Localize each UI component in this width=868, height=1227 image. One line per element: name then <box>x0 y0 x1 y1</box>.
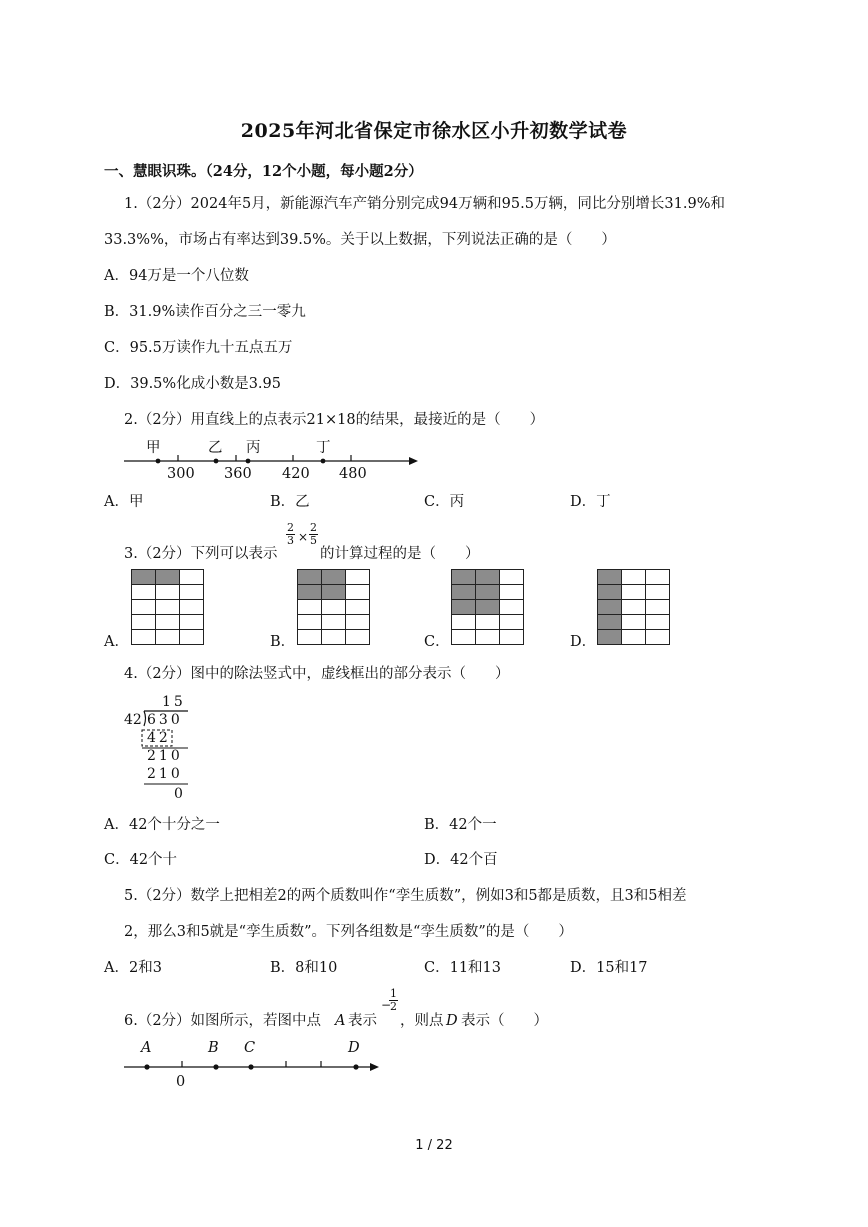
point-bing <box>246 459 251 464</box>
q1-option-d: D．39.5%化成小数是3.95 <box>104 376 281 392</box>
q3-stem-end: 的计算过程的是（ ） <box>320 546 480 562</box>
q4-option-a: A．42个十分之一 <box>104 817 220 833</box>
q2-label-yi: 乙 <box>208 440 223 456</box>
q4-option-b: B．42个一 <box>424 817 497 833</box>
q3-option-d: D． <box>570 634 597 650</box>
division-dividend: 630 <box>147 712 183 728</box>
q6-label-d: D <box>348 1040 360 1056</box>
q1-stem-line2: 33.3%%，市场占有率达到39.5%。关于以上数据，下列说法正确的是（ ） <box>104 232 616 248</box>
point-yi <box>214 459 219 464</box>
q3-fraction-2 <box>309 522 318 547</box>
fraction-denominator: 5 <box>310 534 317 547</box>
point-ding <box>321 459 326 464</box>
q2-tick-480: 480 <box>339 466 367 482</box>
q5-option-a: A．2和3 <box>104 960 162 976</box>
dashed-box <box>142 730 172 746</box>
q1-stem-line1: 1.（2分）2024年5月，新能源汽车产销分别完成94万辆和95.5万辆，同比分别增长31.9%和 <box>124 196 725 212</box>
q1-option-a: A．94万是一个八位数 <box>104 268 249 284</box>
division-step2: 210 <box>147 766 183 782</box>
fraction-denominator: 3 <box>287 534 294 547</box>
q6-stem-mid: 表示 <box>348 1013 377 1029</box>
q2-stem: 2.（2分）用直线上的点表示21×18的结果，最接近的是（ ） <box>124 412 545 428</box>
q3-grid-a <box>131 569 204 645</box>
q2-label-bing: 丙 <box>246 440 261 456</box>
q3-option-a: A． <box>104 634 129 650</box>
q3-fraction-1 <box>286 522 295 547</box>
q4-option-c: C．42个十 <box>104 852 178 868</box>
q5-stem-line2: 2，那么3和5就是“孪生质数”。下列各组数是“孪生质数”的是（ ） <box>124 924 573 940</box>
q2-option-d: D．丁 <box>570 494 611 510</box>
fraction-numerator: 2 <box>310 521 317 534</box>
q3-grid-c <box>451 569 524 645</box>
division-divisor: 42 <box>124 712 142 728</box>
q6-stem-end: 表示（ ） <box>461 1013 548 1029</box>
q1-option-b: B．31.9%读作百分之三一零九 <box>104 304 306 320</box>
q6-zero-label: 0 <box>176 1074 186 1090</box>
q2-label-ding: 丁 <box>316 440 331 456</box>
fraction-numerator: 1 <box>390 987 397 1000</box>
point-a <box>144 1064 149 1069</box>
q6-point-a: A <box>335 1013 346 1029</box>
division-quotient: 15 <box>162 694 186 710</box>
point-d <box>353 1064 358 1069</box>
q1-option-c: C．95.5万读作九十五点五万 <box>104 340 293 356</box>
point-jia <box>156 459 161 464</box>
point-b <box>213 1064 218 1069</box>
minus-sign: − <box>381 998 392 1012</box>
times-sign: × <box>298 530 309 544</box>
q2-option-c: C．丙 <box>424 494 465 510</box>
q6-number-line <box>118 1055 388 1079</box>
q3-option-c: C． <box>424 634 450 650</box>
q6-fraction <box>389 988 398 1013</box>
q2-tick-360: 360 <box>224 466 252 482</box>
q5-stem-line1: 5.（2分）数学上把相差2的两个质数叫作“孪生质数”，例如3和5都是质数，且3和5相差 <box>124 888 687 904</box>
q2-tick-420: 420 <box>282 466 310 482</box>
fraction-numerator: 2 <box>287 521 294 534</box>
q2-tick-300: 300 <box>167 466 195 482</box>
q6-label-b: B <box>208 1040 219 1056</box>
q3-grid-b <box>297 569 370 645</box>
q3-grid-d <box>597 569 670 645</box>
q6-stem-start: 6.（2分）如图所示，若图中点 <box>124 1013 322 1029</box>
division-remainder1: 210 <box>147 748 183 764</box>
q2-label-jia: 甲 <box>146 440 161 456</box>
q5-option-b: B．8和10 <box>270 960 338 976</box>
division-frame <box>138 708 198 788</box>
q3-option-b: B． <box>270 634 296 650</box>
section-heading: 一、慧眼识珠。（24分，12个小题，每小题2分） <box>104 163 423 180</box>
q2-number-line <box>118 436 428 484</box>
q5-option-c: C．11和13 <box>424 960 501 976</box>
fraction-denominator: 2 <box>390 1000 397 1013</box>
q2-option-a: A．甲 <box>104 494 144 510</box>
q4-stem: 4.（2分）图中的除法竖式中，虚线框出的部分表示（ ） <box>124 666 510 682</box>
page-title: 2025年河北省保定市徐水区小升初数学试卷 <box>240 120 628 142</box>
q6-label-c: C <box>244 1040 256 1056</box>
division-final: 0 <box>174 786 186 802</box>
division-step1: 42 <box>147 730 171 746</box>
q6-stem-mid2: ，则点 <box>400 1013 444 1029</box>
q5-option-d: D．15和17 <box>570 960 648 976</box>
point-c <box>248 1064 253 1069</box>
q2-option-b: B．乙 <box>270 494 310 510</box>
q3-stem-start: 3.（2分）下列可以表示 <box>124 546 278 562</box>
q6-point-d: D <box>446 1013 458 1029</box>
page-number: 1 / 22 <box>415 1138 453 1153</box>
q6-label-a: A <box>141 1040 152 1056</box>
q4-option-d: D．42个百 <box>424 852 498 868</box>
